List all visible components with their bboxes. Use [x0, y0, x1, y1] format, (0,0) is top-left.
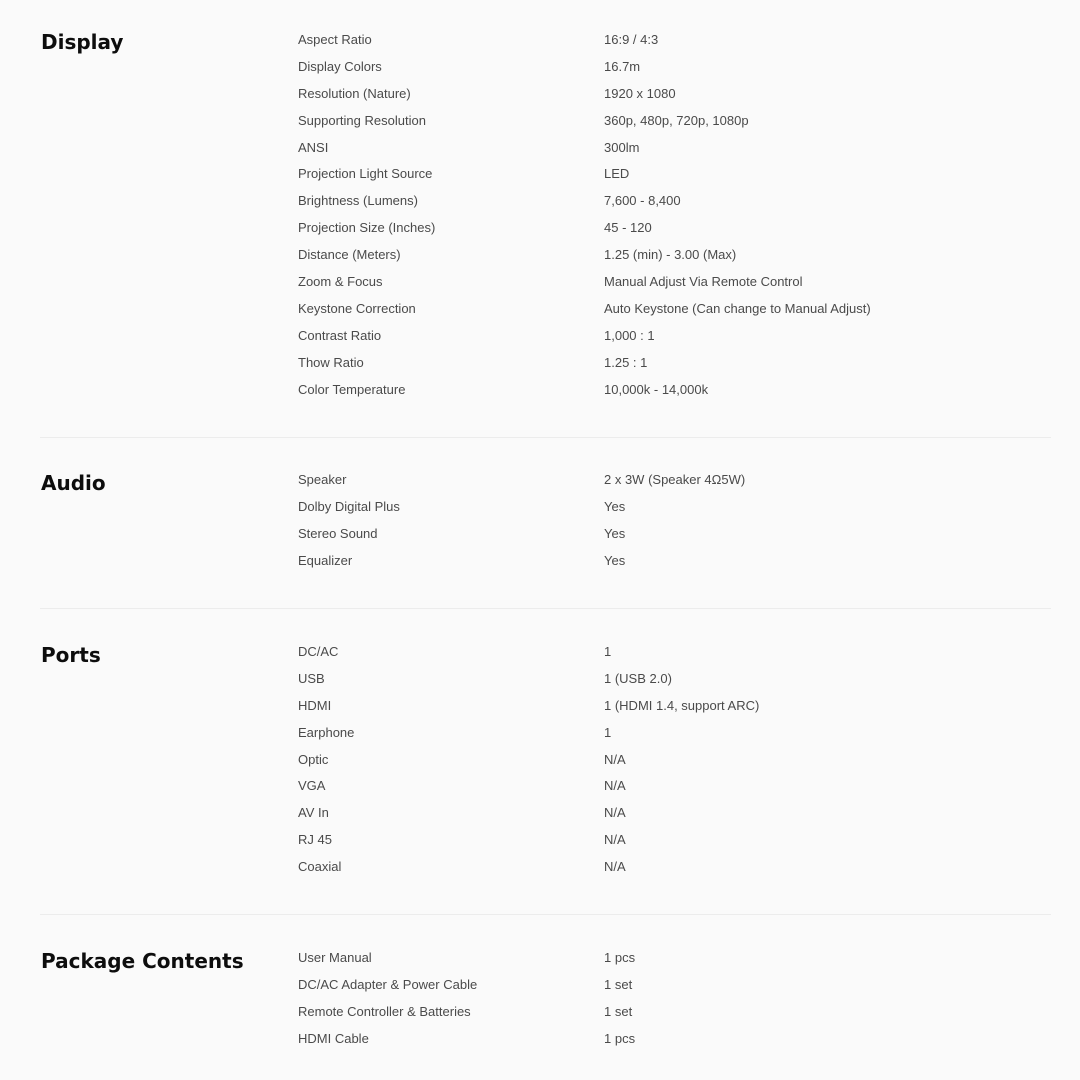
- spec-label: Color Temperature: [298, 381, 406, 397]
- spec-row: [298, 295, 871, 322]
- spec-value: 1: [604, 724, 612, 740]
- spec-value: N/A: [604, 751, 626, 767]
- spec-row: [298, 376, 871, 403]
- spec-row: [298, 160, 871, 187]
- spec-value: 1 (HDMI 1.4, support ARC): [604, 697, 760, 713]
- spec-value: 1 set: [604, 976, 633, 992]
- spec-value: 1 pcs: [604, 949, 636, 965]
- spec-label: Coaxial: [298, 859, 342, 875]
- spec-label: RJ 45: [298, 832, 332, 848]
- spec-value: 1920 x 1080: [604, 85, 676, 101]
- spec-row: [298, 853, 759, 880]
- spec-label: Earphone: [298, 724, 355, 740]
- spec-row: [298, 493, 745, 520]
- spec-list: [298, 26, 871, 402]
- spec-row: [298, 268, 871, 295]
- spec-row: [298, 971, 635, 998]
- spec-row: [298, 547, 745, 574]
- spec-row: [298, 638, 759, 665]
- spec-label: Projection Size (Inches): [298, 220, 436, 236]
- spec-row: [298, 26, 871, 53]
- spec-row: [298, 466, 745, 493]
- spec-label: Supporting Resolution: [298, 112, 426, 128]
- spec-label: Display Colors: [298, 58, 382, 74]
- spec-value: 1 pcs: [604, 1030, 636, 1046]
- spec-value: N/A: [604, 859, 626, 875]
- spec-row: [298, 998, 635, 1025]
- spec-row: [298, 826, 759, 853]
- spec-value: 45 - 120: [604, 220, 652, 236]
- spec-label: Dolby Digital Plus: [298, 498, 400, 514]
- spec-label: Thow Ratio: [298, 354, 364, 370]
- section-title: Display: [41, 30, 124, 54]
- spec-row: [298, 944, 635, 971]
- section-title: Audio: [41, 471, 106, 495]
- spec-row: [298, 799, 759, 826]
- spec-value: 10,000k - 14,000k: [604, 381, 709, 397]
- spec-label: Remote Controller & Batteries: [298, 1003, 471, 1019]
- spec-label: USB: [298, 670, 325, 686]
- spec-value: LED: [604, 166, 630, 182]
- spec-label: Aspect Ratio: [298, 31, 372, 47]
- spec-row: [298, 134, 871, 161]
- spec-value: 1.25 (min) - 3.00 (Max): [604, 247, 737, 263]
- spec-value: 300lm: [604, 139, 640, 155]
- spec-row: [298, 214, 871, 241]
- spec-row: [298, 692, 759, 719]
- spec-label: Resolution (Nature): [298, 85, 411, 101]
- spec-label: DC/AC Adapter & Power Cable: [298, 976, 478, 992]
- section-divider: [40, 437, 1051, 438]
- spec-value: 2 x 3W (Speaker 4Ω5W): [604, 471, 746, 487]
- section-title: Ports: [41, 643, 101, 667]
- spec-row: [298, 1025, 635, 1052]
- spec-list: [298, 944, 635, 1052]
- spec-label: Optic: [298, 751, 329, 767]
- spec-row: [298, 53, 871, 80]
- spec-row: [298, 349, 871, 376]
- spec-value: N/A: [604, 805, 626, 821]
- spec-row: [298, 719, 759, 746]
- spec-label: AV In: [298, 805, 329, 821]
- spec-label: Zoom & Focus: [298, 273, 383, 289]
- spec-value: N/A: [604, 832, 626, 848]
- spec-label: Keystone Correction: [298, 300, 416, 316]
- spec-row: [298, 520, 745, 547]
- spec-value: 16.7m: [604, 58, 641, 74]
- spec-label: HDMI Cable: [298, 1030, 369, 1046]
- spec-label: Speaker: [298, 471, 347, 487]
- spec-label: Distance (Meters): [298, 247, 401, 263]
- spec-label: DC/AC: [298, 643, 339, 659]
- spec-value: 16:9 / 4:3: [604, 31, 659, 47]
- spec-label: User Manual: [298, 949, 372, 965]
- spec-row: [298, 187, 871, 214]
- spec-label: Brightness (Lumens): [298, 193, 418, 209]
- spec-row: [298, 322, 871, 349]
- spec-value: 1: [604, 643, 612, 659]
- spec-value: Yes: [604, 552, 626, 568]
- spec-list: [298, 466, 745, 574]
- spec-value: N/A: [604, 778, 626, 794]
- spec-row: [298, 241, 871, 268]
- spec-row: [298, 746, 759, 773]
- spec-row: [298, 80, 871, 107]
- spec-row: [298, 772, 759, 799]
- spec-value: 1 set: [604, 1003, 633, 1019]
- spec-value: Yes: [604, 498, 626, 514]
- spec-value: 1 (USB 2.0): [604, 670, 672, 686]
- section-divider: [40, 608, 1051, 609]
- spec-label: Contrast Ratio: [298, 327, 382, 343]
- spec-value: Yes: [604, 525, 626, 541]
- spec-value: Auto Keystone (Can change to Manual Adjust): [604, 300, 871, 316]
- spec-row: [298, 665, 759, 692]
- spec-value: 7,600 - 8,400: [604, 193, 681, 209]
- section-title: Package Contents: [41, 949, 244, 973]
- spec-value: 1.25 : 1: [604, 354, 648, 370]
- spec-value: 360p, 480p, 720p, 1080p: [604, 112, 749, 128]
- spec-label: ANSI: [298, 139, 329, 155]
- spec-label: Stereo Sound: [298, 525, 378, 541]
- section-divider: [40, 914, 1051, 915]
- spec-row: [298, 107, 871, 134]
- spec-label: Projection Light Source: [298, 166, 433, 182]
- spec-label: HDMI: [298, 697, 332, 713]
- spec-value: Manual Adjust Via Remote Control: [604, 273, 803, 289]
- spec-value: 1,000 : 1: [604, 327, 655, 343]
- spec-label: Equalizer: [298, 552, 353, 568]
- spec-list: [298, 638, 759, 880]
- spec-label: VGA: [298, 778, 326, 794]
